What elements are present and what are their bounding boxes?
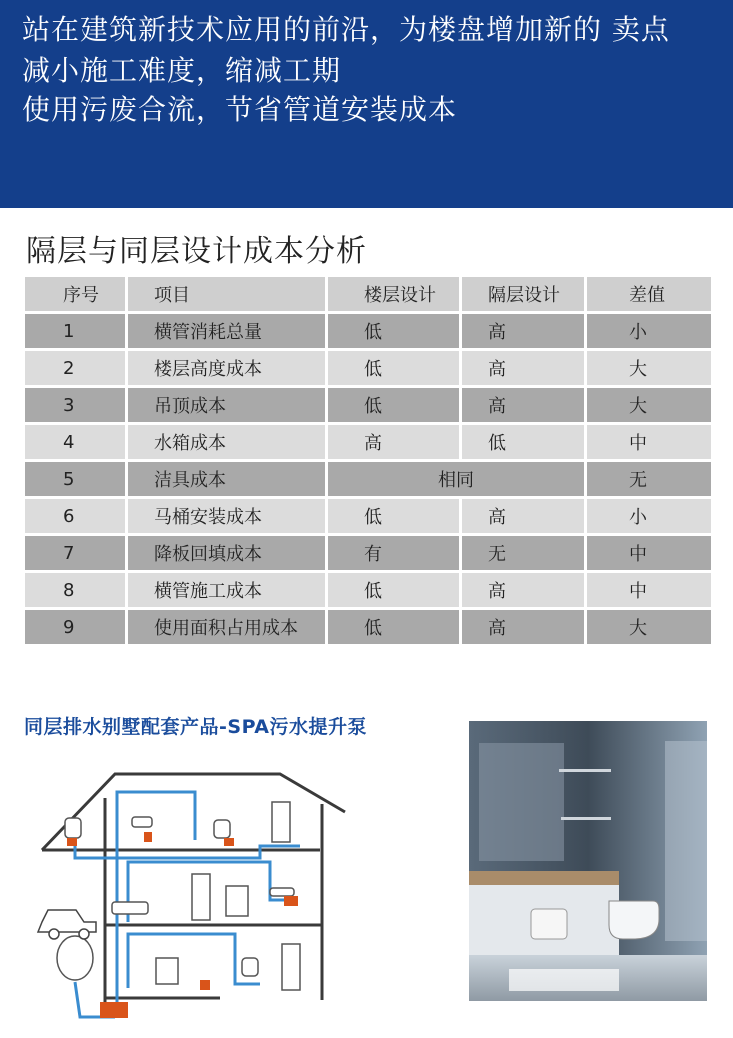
cell-floor: 低 — [328, 573, 459, 607]
toilet-icon — [65, 818, 81, 838]
cell-layer: 高 — [462, 499, 584, 533]
cell-diff: 大 — [587, 351, 711, 385]
car-icon — [38, 910, 96, 939]
header-layer-design: 隔层设计 — [462, 277, 584, 311]
product-title: 同层排水别墅配套产品-SPA污水提升泵 — [24, 716, 367, 738]
cell-diff: 小 — [587, 314, 711, 348]
cell-merged-same: 相同 — [328, 462, 584, 496]
cell-layer: 无 — [462, 536, 584, 570]
cell-item: 洁具成本 — [128, 462, 325, 496]
table-row — [25, 499, 711, 533]
section-title: 隔层与同层设计成本分析 — [26, 234, 367, 269]
cell-layer: 低 — [462, 425, 584, 459]
shelf-shape — [561, 817, 611, 820]
cell-floor: 低 — [328, 314, 459, 348]
cell-no: 4 — [25, 425, 125, 459]
cell-diff: 无 — [587, 462, 711, 496]
cell-no: 8 — [25, 573, 125, 607]
cell-item: 横管施工成本 — [128, 573, 325, 607]
cell-layer: 高 — [462, 610, 584, 644]
pump-icon — [144, 832, 152, 842]
cell-floor: 有 — [328, 536, 459, 570]
mirror-shape — [479, 743, 564, 861]
sink-icon — [270, 888, 294, 896]
pump-unit-shape — [531, 909, 567, 939]
table-header-row — [25, 277, 711, 311]
banner-line-3: 使用污废合流，节省管道安装成本 — [22, 93, 458, 126]
rug-shape — [509, 969, 619, 991]
header-banner — [0, 0, 733, 208]
cell-diff: 中 — [587, 573, 711, 607]
table-row — [25, 314, 711, 348]
header-difference: 差值 — [587, 277, 711, 311]
cell-floor: 高 — [328, 425, 459, 459]
header-floor-design: 楼层设计 — [328, 277, 459, 311]
sink-icon — [132, 817, 152, 827]
toilet-icon — [242, 958, 258, 976]
table-row — [25, 462, 711, 496]
cost-analysis-table — [22, 274, 714, 647]
cell-no: 3 — [25, 388, 125, 422]
banner-line-2: 减小施工难度，缩减工期 — [22, 54, 342, 87]
cell-floor: 低 — [328, 610, 459, 644]
cell-no: 7 — [25, 536, 125, 570]
washer-icon — [156, 958, 178, 984]
cell-no: 2 — [25, 351, 125, 385]
countertop-shape — [469, 871, 619, 885]
cell-floor: 低 — [328, 499, 459, 533]
cell-no: 5 — [25, 462, 125, 496]
cell-no: 9 — [25, 610, 125, 644]
toilet-icon — [214, 820, 230, 838]
cell-item: 楼层高度成本 — [128, 351, 325, 385]
cell-layer: 高 — [462, 314, 584, 348]
pipe-lower — [128, 934, 260, 988]
cell-item: 水箱成本 — [128, 425, 325, 459]
toilet-shape — [609, 901, 659, 939]
cell-layer: 高 — [462, 388, 584, 422]
table-row — [25, 573, 711, 607]
cell-diff: 中 — [587, 536, 711, 570]
shower-glass-shape — [665, 741, 707, 941]
cell-diff: 大 — [587, 610, 711, 644]
table-row — [25, 425, 711, 459]
cell-layer: 高 — [462, 351, 584, 385]
water-tank-icon — [57, 936, 93, 980]
cell-floor: 低 — [328, 388, 459, 422]
shower-icon — [272, 802, 290, 842]
bathroom-photo — [469, 721, 707, 1001]
shower-icon — [192, 874, 210, 920]
pump-icon — [284, 896, 298, 906]
table-row — [25, 351, 711, 385]
table-row — [25, 610, 711, 644]
header-item: 项目 — [128, 277, 325, 311]
cell-no: 1 — [25, 314, 125, 348]
shower-icon — [282, 944, 300, 990]
washer-icon — [226, 886, 248, 916]
header-no: 序号 — [25, 277, 125, 311]
pump-icon — [100, 1002, 128, 1018]
cell-no: 6 — [25, 499, 125, 533]
shelf-shape — [559, 769, 611, 772]
cell-layer: 高 — [462, 573, 584, 607]
cell-item: 横管消耗总量 — [128, 314, 325, 348]
cell-item: 吊顶成本 — [128, 388, 325, 422]
cell-floor: 低 — [328, 351, 459, 385]
cell-item: 降板回填成本 — [128, 536, 325, 570]
cell-item: 马桶安装成本 — [128, 499, 325, 533]
cell-item: 使用面积占用成本 — [128, 610, 325, 644]
pump-icon — [67, 838, 77, 846]
cell-diff: 大 — [587, 388, 711, 422]
table-row — [25, 536, 711, 570]
banner-line-1: 站在建筑新技术应用的前沿，为楼盘增加新的 卖点 — [22, 13, 670, 46]
house-plumbing-diagram — [20, 762, 365, 1024]
pump-icon — [224, 838, 234, 846]
cell-diff: 小 — [587, 499, 711, 533]
table-row — [25, 388, 711, 422]
bathtub-icon — [112, 902, 148, 914]
pump-icon — [200, 980, 210, 990]
cell-diff: 中 — [587, 425, 711, 459]
